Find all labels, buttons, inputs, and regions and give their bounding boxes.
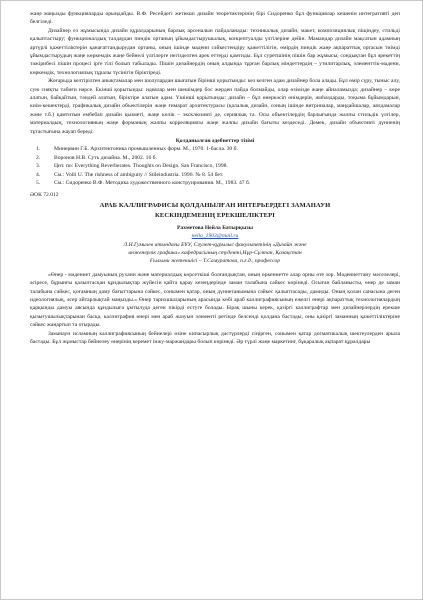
page-content: [30, 10, 400, 346]
article-title-line-1: АРАБ КАЛЛИГРАФИСЫ ҚОЛДАНЫЛҒАН ИНТЕРЬЕРДЕГІ ЗАМАНАУИ: [99, 201, 331, 209]
reference-item: [30, 162, 400, 170]
body-paragraph-3: Жоғарыда келтірілген анықтамалар мен шолулардан шығатын бірінші қорытынды: кез келген адам дизайнер бола алады. Бұл өмір сүру, тыныс алу, сую сияқты табиғи нәрсе. Екінші қорытынды: идеялар мен шешімдер бос жерден пайда болмайды, олар өзімізде жаңе айналамызда; дизайнер – көре алатын, байқайтын, тәндей алатын, біріктіре алатын адам. Үшінші қорытынды: дизайн – бұл өнеркәсіп өнімдерін, жиһаздарды, тоқыма бұйымдарын, киім-кешектерді, графикалық дизайн объектілерін жаңе ғимарат архитектурасы (қалалық дизайн, соның ішінде витриналар, маңдайшалар, аялдамалар және т.б.) қамтитын ембебап дизайн қызметі, жаңе көлік – эксклюзивті де, сериялық та. Осы объектілердің барлығында жалпы стильдік үлгілер, материалдың, технологияның жаңе форманың жалпы корреляциясы жаңе жалпы дизайн бағыты кездеседі. Демек, дизайн объективті дүниенің тұтастығына жауап береді.: [30, 78, 400, 135]
reference-number: 1.: [36, 146, 41, 153]
abstract-paragraph-1: «Өнер - мәдениет дамуының рухани және материалдық көрсеткіші болғандықтан, оның өркениетте алар орны өте зор. Мәдениеттану мәселелері, әсіресе, бұрынғы қалыптасқан құндылықтар жүйесін қайта қарау кезеңдерінде заман талабына сәйкес көрінеді. Осыған байланысты, өнер де заман талабына сәйкес, қоғамның даму бағыттарына сәйкес, сонымен қатар, оның дүниетанымына сәйкес қалыптасады, дамиды. Оның қолан санасына деген идеологиялық, әсер айтарлықтай маңызды.» Өнер тарихшыларының арасында көбі араб каллиграфиясының ежелгі өнері ақпараттық технологиялардың қарқынды дамуы аясында құндылыға ұмтылуда деген пікірді естуге болады. Бірақ шыны керек, қазіргі каллиграфтар мен дизайнерлердің ерекше қызығушылықтарынан басқа, каллиграфия өнері мен араб жазуын элементі ретінде белсенді қолдана бастады, оны қазіргі заманның қажеттіліктеріне сәйкес жаңартып та отырады.: [30, 271, 400, 329]
affiliation-line-2: инженерлік графика» кафедрасының студенті,Нұр-Сұлтан, Қазақстан: [128, 249, 302, 256]
reference-item: [30, 145, 400, 153]
supervisor-line: Ғылыми жетекшісі – Т.Самуратова, п.ғ.д., профессор: [149, 258, 281, 265]
reference-item: [30, 179, 400, 187]
affiliation-line-1: Л.Н.Гумилев атындағы ЕҰУ, Сәулет-құрылыс факультетінің «Дизайн және: [123, 241, 307, 248]
author-name: Рахметова Нейла Батырқызы: [176, 224, 254, 231]
reference-text: См.: Volli U. The rishness of ambiguity // Stileindustria. 1996. № 8. 54 бет.: [54, 171, 224, 178]
reference-item: [30, 171, 400, 179]
reference-number: 5.: [36, 179, 41, 186]
udk-code: ӘОК 72.012: [30, 192, 59, 199]
article-title-line-2: КЕСКІНДЕМЕНІҢ ЕРЕКШЕЛІКТЕРІ: [155, 211, 275, 219]
reference-text: Минервин Г.Б. Архитектоника промышленных форм. М., 1970. 1-басла. 30 б.: [54, 146, 238, 153]
reference-number: 3.: [36, 163, 41, 170]
reference-text: Воронов Н.В. Суть дизайна. М., 2002. 16 б.: [54, 154, 157, 161]
reference-item: [30, 154, 400, 162]
reference-text: См.: Сидоренко В.Ф. Методика художественного конструирования. М., 1983. 47 б.: [54, 179, 251, 186]
author-email-link[interactable]: neila_1903@mail.ru: [191, 233, 239, 240]
abstract-paragraph-2: Заманауи исламның каллиграфиясының бейнелері өзіне кипасырлық дәстүрлерді сіңірген, сонымен қатар догматикалық шектеулерден арыла бастады. Бұл жұмыстар бейнелеу өнерінің керемет інжу-маржандары болып көрінеді. Әр түрлі жаңе маркетинг, бұқаралық ақпарат құралдары: [30, 330, 400, 346]
reference-number: 2.: [36, 154, 41, 161]
body-paragraph-2: Дизайнер ез жұмысында дизайн құралдарының барлық арсеналын пайдаланады: техникалық дизайн, макет, композициялық піщіндеу, стильді қалыптастыру; функционалдық талдаудан пиндік ортаның ұйымдастырушылық, концептуалды үлгілеріне дейін. Мамандар дизайн мақсатын адамның артүрлі қажеттіліктерін қанағаттандырудан ортаны, оның ішінде мадени сәйкестендіру қажеттілігін, өмірдің пиндік жаңе ақпараттық ортасын тиімді ұйымдастырудың жаңе көркемдік жаңе бейнелі үлгілерге негізделген арек еттерді қамтиды. Бұл суретшінің пішін бар жұмысы, сондықтан бұл әрекеттің тәжірибесі пішін процесі ірге тілі болып табылады. Пішін дизайнердің оның алдында тұрған барлық міндеттердің – утилитарлық, элементтік-мадени, көркемдік, технологиялық тұралы түсінігін біріктіреді.: [30, 27, 400, 76]
body-paragraph-1: жаңе маңызды функцияларды орындайды. В.Ф. Ресейдегі жетекші дизайн теоретиктерінің бірі Сидоренко бұл функциялар кешенін интегративті деп белгіледі.: [30, 11, 400, 26]
references-list: [30, 145, 400, 187]
reference-text: Цит. по: Everything Reverberates. Thoughts on Design. San Francisco, 1998.: [54, 163, 228, 170]
references-title: Қолданылған әдебиеттер тізімі: [175, 137, 255, 144]
reference-number: 4.: [36, 171, 41, 178]
